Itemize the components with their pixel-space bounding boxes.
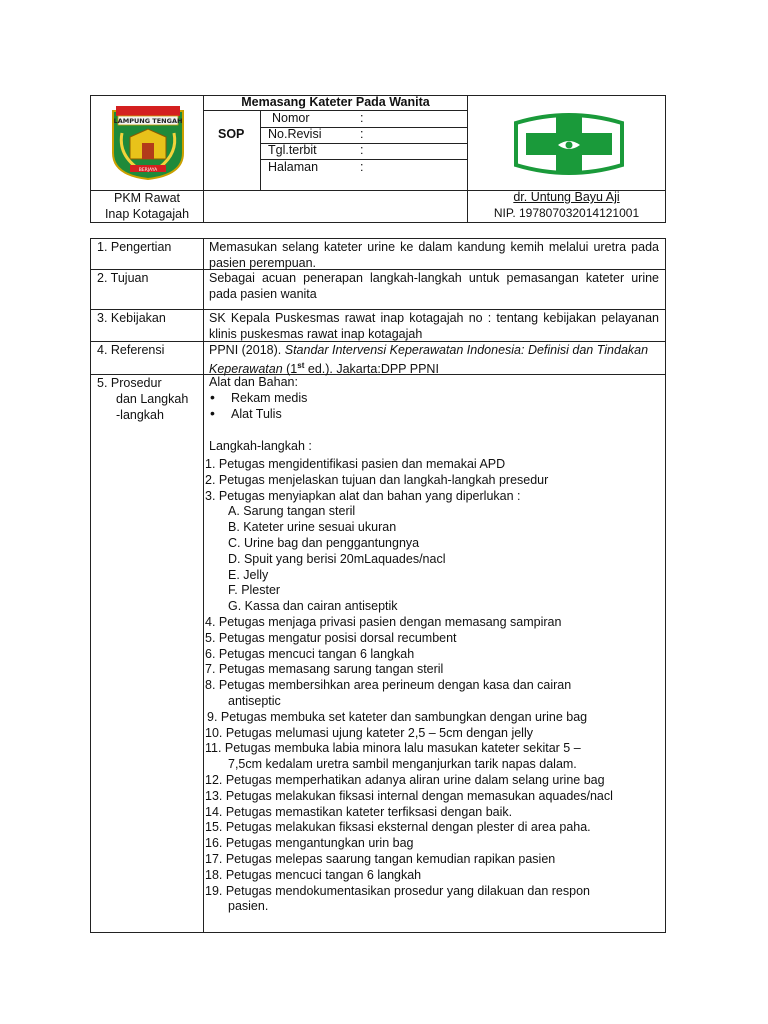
bullet-icon: •: [210, 389, 215, 405]
procedure-step: 7,5cm kedalam uretra sambil menganjurkan tarik napas dalam.: [228, 757, 577, 772]
header-divider: [203, 110, 467, 111]
field-tgl-sep: :: [360, 143, 364, 157]
procedure-step: B. Kateter urine sesuai ukuran: [228, 520, 397, 535]
procedure-step: 1. Petugas mengidentifikasi pasien dan memakai APD: [205, 457, 506, 471]
signer-nip: NIP. 197807032014121001: [493, 206, 640, 220]
lampung-tengah-logo: [108, 103, 188, 181]
procedure-step: 12. Petugas memperhatikan adanya aliran urine dalam selang urine bag: [205, 773, 605, 787]
document-title: Memasang Kateter Pada Wanita: [241, 95, 430, 109]
signer-name: dr. Untung Bayu Aji: [513, 190, 620, 204]
prosedur-label-3: -langkah: [116, 408, 164, 422]
field-halaman-label: Halaman: [268, 160, 319, 174]
procedure-step: 13. Petugas melakukan fiksasi internal dengan memasukan aquades/nacl: [205, 788, 613, 803]
procedure-step: 14. Petugas memastikan kateter terfiksasi dengan baik.: [205, 804, 513, 819]
procedure-step: 2. Petugas menjelaskan tujuan dan langkah-langkah presedur: [205, 472, 549, 487]
procedure-step: F. Plester: [228, 583, 281, 598]
pengertian-text: Memasukan selang kateter urine ke dalam kandung kemih melalui uretra pada pasien perempuan.: [209, 240, 659, 270]
procedure-step: 6. Petugas mencuci tangan 6 langkah: [205, 646, 415, 661]
referensi-sup: st: [297, 361, 305, 370]
prosedur-label: [97, 375, 188, 423]
referensi-text: [209, 342, 659, 377]
procedure-step: 5. Petugas mengatur posisi dorsal recumbent: [205, 630, 457, 645]
header-divider: [203, 95, 204, 223]
field-halaman-sep: :: [360, 160, 364, 174]
puskesmas-logo: [496, 109, 642, 179]
procedure-step: 19. Petugas mendokumentasikan prosedur yang dilakuan dan respon: [205, 883, 590, 898]
procedure-step: 16. Petugas mengantungkan urin bag: [205, 836, 414, 851]
field-tgl-label: Tgl.terbit: [268, 143, 317, 157]
svg-text:LAMPUNG TENGAH: LAMPUNG TENGAH: [113, 117, 183, 125]
procedure-step: E. Jelly: [228, 567, 269, 582]
procedure-step: antiseptic: [228, 694, 281, 708]
procedure-step: 3. Petugas menyiapkan alat dan bahan yang diperlukan :: [205, 488, 521, 503]
tujuan-text: Sebagai acuan penerapan langkah-langkah untuk pemasangan kateter urine pada pasien wanita: [209, 271, 659, 301]
procedure-step: 4. Petugas menjaga privasi pasien dengan memasang sampiran: [205, 615, 562, 629]
procedure-step: 8. Petugas membersihkan area perineum dengan kasa dan cairan: [205, 678, 572, 693]
procedure-step: pasien.: [228, 899, 269, 914]
procedure-step: 11. Petugas membuka labia minora lalu masukan kateter sekitar 5 –: [205, 741, 581, 756]
langkah-title: Langkah-langkah :: [209, 439, 312, 453]
referensi-label: 4. Referensi: [97, 343, 165, 357]
procedure-step: A. Sarung tangan steril: [228, 504, 356, 519]
prosedur-label-2: dan Langkah: [116, 392, 189, 406]
procedure-step: 10. Petugas melumasi ujung kateter 2,5 – 5cm dengan jelly: [205, 725, 533, 740]
procedure-step: 18. Petugas mencuci tangan 6 langkah: [205, 867, 422, 882]
kebijakan-text: SK Kepala Puskesmas rawat inap kotagajah no : tentang kebijakan pelayanan klinis puskesmas rawat inap kotagajah: [209, 311, 659, 341]
field-revisi-sep: :: [360, 127, 364, 141]
kebijakan-label: 3. Kebijakan: [97, 311, 166, 325]
procedure-step: C. Urine bag dan penggantungnya: [228, 536, 420, 550]
procedure-step: 17. Petugas melepas saarung tangan kemudian rapikan pasien: [205, 852, 556, 866]
procedure-step: 7. Petugas memasang sarung tangan steril: [205, 662, 444, 677]
sop-label: SOP: [218, 127, 245, 141]
alat-item: Rekam medis: [231, 391, 308, 405]
referensi-pre: PPNI (2018).: [209, 343, 285, 357]
procedure-step: D. Spuit yang berisi 20mLaquades/nacl: [228, 551, 446, 566]
org-name: [91, 190, 203, 222]
procedure-step: G. Kassa dan cairan antiseptik: [228, 599, 398, 614]
header-divider: [260, 110, 261, 190]
field-nomor-label: Nomor: [272, 111, 310, 125]
bullet-icon: •: [210, 405, 215, 421]
org-line-2: Inap Kotagajah: [104, 207, 190, 221]
alat-title: Alat dan Bahan:: [209, 375, 298, 389]
svg-text:BERJAYA: BERJAYA: [138, 168, 158, 173]
org-line-1: PKM Rawat: [114, 191, 180, 205]
field-revisi-label: No.Revisi: [268, 127, 322, 141]
referensi-title: Standar Intervensi Keperawatan Indonesia: Definisi dan Tindakan Keperawatan: [209, 343, 649, 377]
tujuan-label: 2. Tujuan: [97, 271, 149, 285]
procedure-step: 9. Petugas membuka set kateter dan sambungkan dengan urine bag: [207, 709, 588, 724]
pengertian-label: 1. Pengertian: [97, 240, 172, 254]
field-nomor-sep: :: [360, 111, 364, 125]
procedure-step: 15. Petugas melakukan fiksasi eksternal dengan plester di area paha.: [205, 820, 591, 835]
prosedur-label-1: 5. Prosedur: [97, 376, 162, 390]
alat-item: Alat Tulis: [231, 407, 282, 421]
content-divider: [203, 238, 204, 933]
referensi-post: ed.). Jakarta:DPP PPNI: [304, 362, 439, 377]
referensi-mid: (1: [282, 362, 298, 377]
